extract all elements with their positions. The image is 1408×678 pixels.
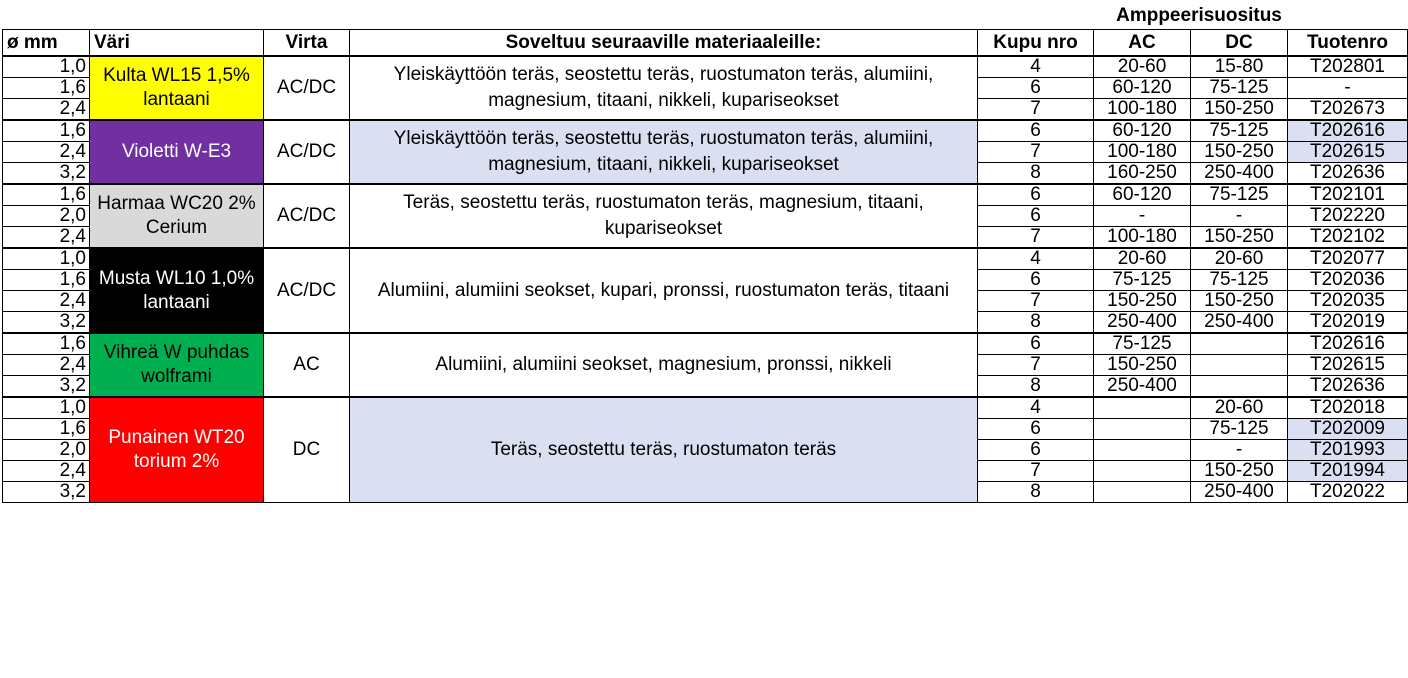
ac-range-cell: 100-180 <box>1094 227 1191 249</box>
table-row <box>3 333 1408 355</box>
diameter-cell: 2,4 <box>3 227 90 249</box>
cup-number-cell: 8 <box>978 163 1094 185</box>
ac-range-cell <box>1094 419 1191 440</box>
dc-range-cell: 20-60 <box>1191 248 1288 270</box>
cup-number-cell: 7 <box>978 142 1094 163</box>
color-cell: Kulta WL15 1,5% lantaani <box>90 56 264 120</box>
diameter-cell: 3,2 <box>3 163 90 185</box>
product-number-cell: T202801 <box>1288 56 1408 78</box>
table-row <box>3 56 1408 78</box>
header-dc: DC <box>1191 30 1288 57</box>
current-cell: AC/DC <box>264 120 350 184</box>
product-number-cell: T202102 <box>1288 227 1408 249</box>
ac-range-cell: 20-60 <box>1094 248 1191 270</box>
diameter-cell: 2,4 <box>3 142 90 163</box>
dc-range-cell: 150-250 <box>1191 461 1288 482</box>
current-cell: AC/DC <box>264 184 350 248</box>
diameter-cell: 1,6 <box>3 184 90 206</box>
color-cell: Harmaa WC20 2% Cerium <box>90 184 264 248</box>
cup-number-cell: 4 <box>978 397 1094 419</box>
ac-range-cell: 75-125 <box>1094 270 1191 291</box>
current-cell: DC <box>264 397 350 503</box>
dc-range-cell: 150-250 <box>1191 227 1288 249</box>
ac-range-cell <box>1094 440 1191 461</box>
diameter-cell: 1,6 <box>3 333 90 355</box>
dc-range-cell: 75-125 <box>1191 419 1288 440</box>
dc-range-cell: - <box>1191 206 1288 227</box>
ac-range-cell <box>1094 397 1191 419</box>
diameter-cell: 1,6 <box>3 120 90 142</box>
diameter-cell: 3,2 <box>3 482 90 503</box>
materials-cell: Alumiini, alumiini seokset, kupari, pronssi, ruostumaton teräs, titaani <box>350 248 978 333</box>
diameter-cell: 3,2 <box>3 376 90 398</box>
cup-number-cell: 6 <box>978 184 1094 206</box>
product-number-cell: T202636 <box>1288 163 1408 185</box>
cup-number-cell: 4 <box>978 56 1094 78</box>
dc-range-cell: 15-80 <box>1191 56 1288 78</box>
materials-cell: Teräs, seostettu teräs, ruostumaton teräs, magnesium, titaani, kupariseokset <box>350 184 978 248</box>
color-cell: Violetti W-E3 <box>90 120 264 184</box>
ac-range-cell: 150-250 <box>1094 291 1191 312</box>
dc-range-cell: 20-60 <box>1191 397 1288 419</box>
product-number-cell: T202036 <box>1288 270 1408 291</box>
ac-range-cell: 100-180 <box>1094 142 1191 163</box>
materials-cell: Yleiskäyttöön teräs, seostettu teräs, ruostumaton teräs, alumiini, magnesium, titaani, nikkeli, kupariseokset <box>350 120 978 184</box>
ac-range-cell: 150-250 <box>1094 355 1191 376</box>
cup-number-cell: 6 <box>978 333 1094 355</box>
product-number-cell: T201994 <box>1288 461 1408 482</box>
dc-range-cell: 250-400 <box>1191 482 1288 503</box>
product-number-cell: T202220 <box>1288 206 1408 227</box>
product-number-cell: T202035 <box>1288 291 1408 312</box>
dc-range-cell: 75-125 <box>1191 78 1288 99</box>
amperage-super-header: Amppeerisuositus <box>1116 5 1282 26</box>
table-body <box>3 56 1408 503</box>
diameter-cell: 1,0 <box>3 397 90 419</box>
product-number-cell: T202101 <box>1288 184 1408 206</box>
product-number-cell: T202616 <box>1288 120 1408 142</box>
product-number-cell: T202077 <box>1288 248 1408 270</box>
ac-range-cell: 250-400 <box>1094 376 1191 398</box>
color-cell: Punainen WT20 torium 2% <box>90 397 264 503</box>
cup-number-cell: 8 <box>978 312 1094 334</box>
dc-range-cell <box>1191 376 1288 398</box>
diameter-cell: 2,0 <box>3 206 90 227</box>
cup-number-cell: 6 <box>978 120 1094 142</box>
product-number-cell: T201993 <box>1288 440 1408 461</box>
product-number-cell: T202673 <box>1288 99 1408 121</box>
dc-range-cell: 150-250 <box>1191 142 1288 163</box>
product-number-cell: T202018 <box>1288 397 1408 419</box>
materials-cell: Teräs, seostettu teräs, ruostumaton teräs <box>350 397 978 503</box>
dc-range-cell: 150-250 <box>1191 291 1288 312</box>
header-current: Virta <box>264 30 350 57</box>
product-number-cell: T202615 <box>1288 355 1408 376</box>
diameter-cell: 1,6 <box>3 419 90 440</box>
dc-range-cell <box>1191 355 1288 376</box>
ac-range-cell: 75-125 <box>1094 333 1191 355</box>
product-number-cell: T202009 <box>1288 419 1408 440</box>
cup-number-cell: 7 <box>978 291 1094 312</box>
electrode-table <box>2 29 1408 503</box>
cup-number-cell: 8 <box>978 376 1094 398</box>
ac-range-cell: 100-180 <box>1094 99 1191 121</box>
ac-range-cell: 160-250 <box>1094 163 1191 185</box>
diameter-cell: 2,4 <box>3 99 90 121</box>
ac-range-cell: 250-400 <box>1094 312 1191 334</box>
ac-range-cell <box>1094 461 1191 482</box>
ac-range-cell: 20-60 <box>1094 56 1191 78</box>
diameter-cell: 2,4 <box>3 355 90 376</box>
cup-number-cell: 6 <box>978 419 1094 440</box>
cup-number-cell: 4 <box>978 248 1094 270</box>
dc-range-cell <box>1191 333 1288 355</box>
current-cell: AC <box>264 333 350 397</box>
ac-range-cell: 60-120 <box>1094 184 1191 206</box>
product-number-cell: T202019 <box>1288 312 1408 334</box>
table-row <box>3 248 1408 270</box>
ac-range-cell: 60-120 <box>1094 78 1191 99</box>
diameter-cell: 2,4 <box>3 291 90 312</box>
product-number-cell: T202022 <box>1288 482 1408 503</box>
header-diameter: ø mm <box>3 30 90 57</box>
diameter-cell: 1,0 <box>3 56 90 78</box>
table-row <box>3 184 1408 206</box>
cup-number-cell: 7 <box>978 227 1094 249</box>
ac-range-cell <box>1094 482 1191 503</box>
diameter-cell: 2,0 <box>3 440 90 461</box>
materials-cell: Yleiskäyttöön teräs, seostettu teräs, ruostumaton teräs, alumiini, magnesium, titaani, nikkeli, kupariseokset <box>350 56 978 120</box>
color-cell: Musta WL10 1,0% lantaani <box>90 248 264 333</box>
color-cell: Vihreä W puhdas wolframi <box>90 333 264 397</box>
cup-number-cell: 6 <box>978 440 1094 461</box>
dc-range-cell: 75-125 <box>1191 270 1288 291</box>
header-product-number: Tuotenro <box>1288 30 1408 57</box>
header-cup-number: Kupu nro <box>978 30 1094 57</box>
header-color: Väri <box>90 30 264 57</box>
current-cell: AC/DC <box>264 248 350 333</box>
cup-number-cell: 8 <box>978 482 1094 503</box>
dc-range-cell: 75-125 <box>1191 120 1288 142</box>
product-number-cell: T202636 <box>1288 376 1408 398</box>
dc-range-cell: 250-400 <box>1191 312 1288 334</box>
dc-range-cell: 150-250 <box>1191 99 1288 121</box>
ac-range-cell: 60-120 <box>1094 120 1191 142</box>
header-ac: AC <box>1094 30 1191 57</box>
table-row <box>3 397 1408 419</box>
product-number-cell: T202616 <box>1288 333 1408 355</box>
dc-range-cell: 75-125 <box>1191 184 1288 206</box>
cup-number-cell: 7 <box>978 99 1094 121</box>
cup-number-cell: 7 <box>978 461 1094 482</box>
header-row <box>3 30 1408 57</box>
dc-range-cell: 250-400 <box>1191 163 1288 185</box>
materials-cell: Alumiini, alumiini seokset, magnesium, pronssi, nikkeli <box>350 333 978 397</box>
product-number-cell: T202615 <box>1288 142 1408 163</box>
diameter-cell: 3,2 <box>3 312 90 334</box>
cup-number-cell: 6 <box>978 270 1094 291</box>
cup-number-cell: 6 <box>978 78 1094 99</box>
diameter-cell: 1,0 <box>3 248 90 270</box>
diameter-cell: 1,6 <box>3 270 90 291</box>
header-materials: Soveltuu seuraaville materiaaleille: <box>350 30 978 57</box>
cup-number-cell: 6 <box>978 206 1094 227</box>
dc-range-cell: - <box>1191 440 1288 461</box>
diameter-cell: 2,4 <box>3 461 90 482</box>
diameter-cell: 1,6 <box>3 78 90 99</box>
product-number-cell: - <box>1288 78 1408 99</box>
ac-range-cell: - <box>1094 206 1191 227</box>
current-cell: AC/DC <box>264 56 350 120</box>
cup-number-cell: 7 <box>978 355 1094 376</box>
table-row <box>3 120 1408 142</box>
